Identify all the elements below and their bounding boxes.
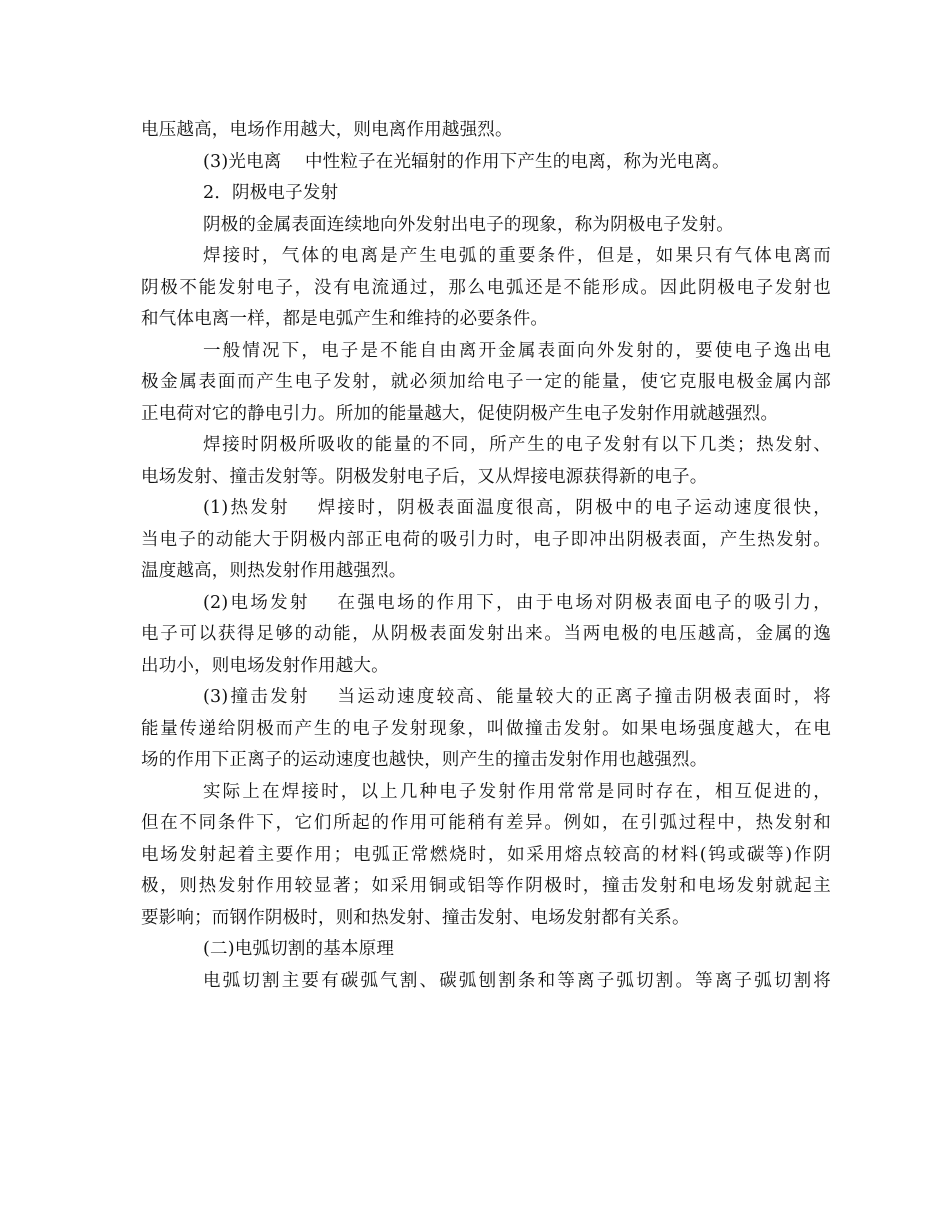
text-line: (二)电弧切割的基本原理 bbox=[203, 939, 395, 959]
text-line: 电弧切割主要有碳弧气割、碳弧刨割条和等离子弧切割。等离子弧切割将 bbox=[203, 970, 831, 991]
text-line: 2．阴极电子发射 bbox=[203, 183, 339, 203]
text-line: 实际上在焊接时，以上几种电子发射作用常常是同时存在，相互促进的， bbox=[203, 781, 831, 802]
text-line: 阴极不能发射电子，没有电流通过，那么电弧还是不能形成。因此阴极电子发射也 bbox=[141, 277, 831, 298]
text-line: 焊接时，气体的电离是产生电弧的重要条件，但是，如果只有气体电离而 bbox=[203, 246, 831, 266]
text-line: 电场发射、撞击发射等。阴极发射电子后，又从焊接电源获得新的电子。 bbox=[141, 466, 708, 487]
text-line: 阴极的金属表面连续地向外发射出电子的现象，称为阴极电子发射。 bbox=[203, 214, 734, 235]
text-line: 当电子的动能大于阴极内部正电荷的吸引力时，电子即冲出阴极表面，产生热发射。 bbox=[141, 529, 831, 550]
text-line: 和气体电离一样，都是电弧产生和维持的必要条件。 bbox=[141, 309, 549, 329]
text-line: (3)光电离 中性粒子在光辐射的作用下产生的电离，称为光电离。 bbox=[203, 151, 730, 172]
text-line: 但在不同条件下，它们所起的作用可能稍有差异。例如，在引弧过程中，热发射和 bbox=[141, 813, 831, 833]
text-line: (2)电场发射 在强电场的作用下，由于电场对阴极表面电子的吸引力， bbox=[203, 592, 831, 613]
document-page bbox=[141, 115, 831, 997]
text-line: 要影响；而钢作阴极时，则和热发射、撞击发射、电场发射都有关系。 bbox=[141, 907, 690, 928]
text-line: 正电荷对它的静电引力。所加的能量越大，促使阴极产生电子发射作用就越强烈。 bbox=[141, 403, 779, 424]
text-line: 电场发射起着主要作用；电弧正常燃烧时，如采用熔点较高的材料(钨或碳等)作阴 bbox=[141, 844, 831, 865]
text-line: 温度越高，则热发射作用越强烈。 bbox=[141, 561, 407, 581]
text-line: 一般情况下，电子是不能自由离开金属表面向外发射的，要使电子逸出电 bbox=[203, 340, 831, 361]
text-line: 出功小，则电场发射作用越大。 bbox=[141, 655, 389, 676]
text-line: 极金属表面而产生电子发射，就必须加给电子一定的能量，使它克服电极金属内部 bbox=[141, 372, 831, 392]
text-line: 电子可以获得足够的动能，从阴极表面发射出来。当两电极的电压越高，金属的逸 bbox=[141, 624, 831, 644]
text-line: 焊接时阴极所吸收的能量的不同，所产生的电子发射有以下几类；热发射、 bbox=[203, 435, 831, 455]
text-line: (3)撞击发射 当运动速度较高、能量较大的正离子撞击阴极表面时，将 bbox=[203, 687, 831, 707]
text-line: 场的作用下正离子的运动速度也越快，则产生的撞击发射作用也越强烈。 bbox=[141, 750, 708, 770]
text-line: (1)热发射 焊接时，阴极表面温度很高，阴极中的电子运动速度很快， bbox=[203, 498, 831, 518]
text-line: 极，则热发射作用较显著；如采用铜或铝等作阴极时，撞击发射和电场发射就起主 bbox=[141, 876, 831, 896]
text-line: 电压越高，电场作用越大，则电离作用越强烈。 bbox=[141, 120, 513, 140]
text-line: 能量传递给阴极而产生的电子发射现象，叫做撞击发射。如果电场强度越大，在电 bbox=[141, 718, 831, 739]
